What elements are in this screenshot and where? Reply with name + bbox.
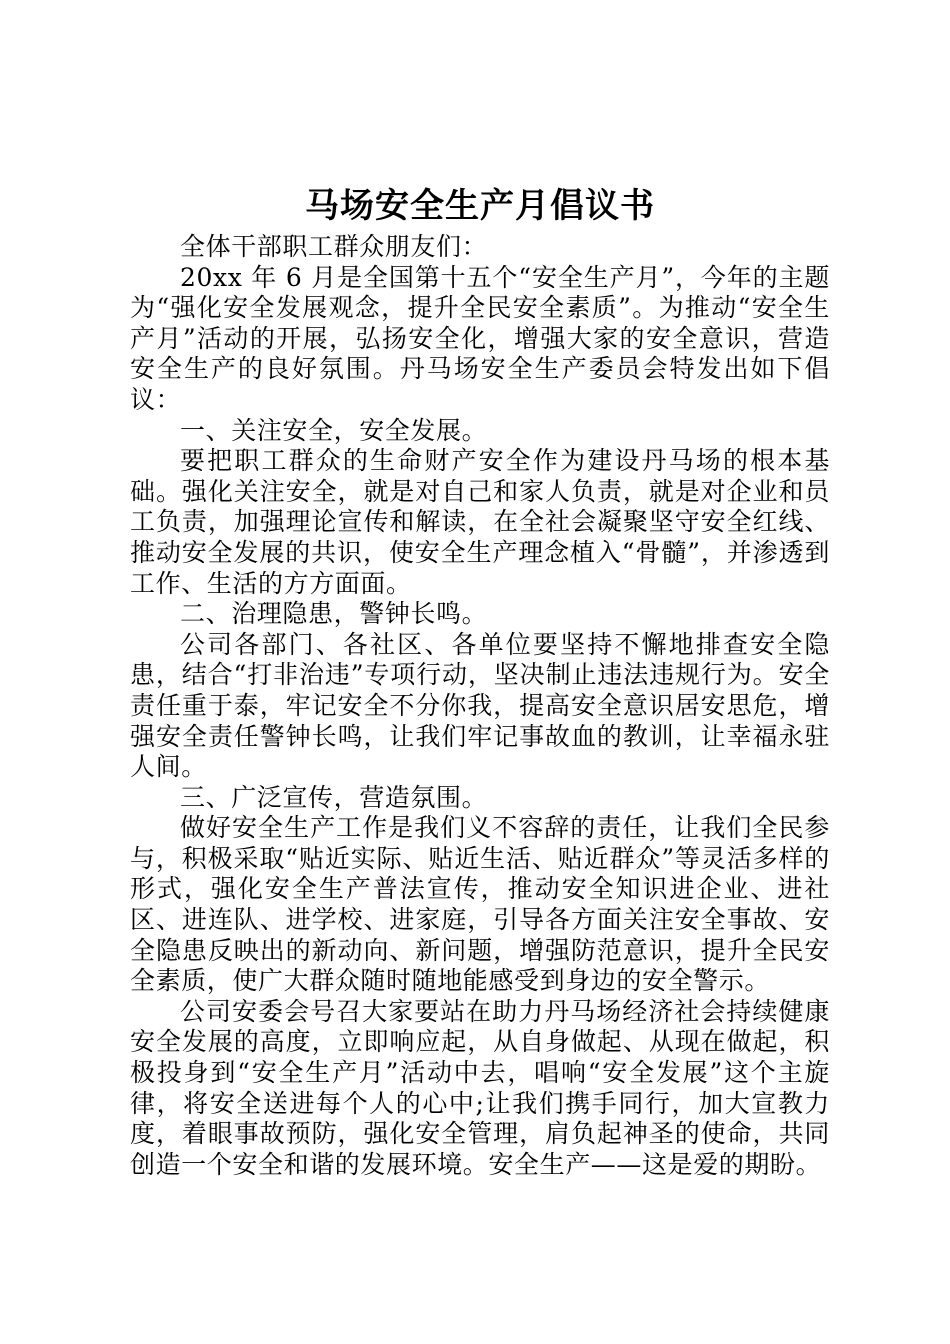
section-heading-2: 二、治理隐患，警钟长鸣。	[180, 599, 488, 629]
salutation: 全体干部职工群众朋友们：	[180, 232, 488, 261]
paragraph-section-2: 公司各部门、各社区、各单位要坚持不懈地排查安全隐患，结合“打非治违”专项行动，坚决制止违法违规行为。安全责任重于泰，牢记安全不分你我，提高安全意识居安思危，增强安全责任警钟长鸣，让我们牢记事故血的教训，让幸福永驻人间。	[130, 629, 830, 782]
paragraph-section-1: 要把职工群众的生命财产安全作为建设丹马场的根本基础。强化关注安全，就是对自己和家人负责，就是对企业和员工负责，加强理论宣传和解读，在全社会凝聚坚守安全红线、推动安全发展的共识，使安全生产理念植入“骨髓”，并渗透到工作、生活的方方面面。	[130, 446, 830, 598]
paragraph-intro: 20xx 年 6 月是全国第十五个“安全生产月”，今年的主题为“强化安全发展观念，提升全民安全素质”。为推动“安全生产月”活动的开展，弘扬安全化，增强大家的安全意识，营造安全生产的良好氛围。丹马场安全生产委员会特发出如下倡议：	[130, 262, 830, 414]
section-heading-1: 一、关注安全，安全发展。	[180, 415, 488, 445]
document-title: 马场安全生产月倡议书	[305, 186, 655, 226]
section-heading-3: 三、广泛宣传，营造氛围。	[180, 782, 488, 812]
paragraph-section-3: 做好安全生产工作是我们义不容辞的责任，让我们全民参与，积极采取“贴近实际、贴近生活、贴近群众”等灵活多样的形式，强化安全生产普法宣传，推动安全知识进企业、进社区、进连队、进学校、进家庭，引导各方面关注安全事故、安全隐患反映出的新动向、新问题，增强防范意识，提升全民安全素质，使广大群众随时随地能感受到身边的安全警示。	[130, 813, 830, 996]
document-body	[130, 232, 830, 1180]
paragraph-closing: 公司安委会号召大家要站在助力丹马场经济社会持续健康安全发展的高度，立即响应起，从自身做起、从现在做起，积极投身到“安全生产月”活动中去，唱响“安全发展”这个主旋律，将安全送进每个人的心中;让我们携手同行，加大宣教力度，着眼事故预防，强化安全管理，肩负起神圣的使命，共同创造一个安全和谐的发展环境。安全生产——这是爱的期盼。	[130, 996, 830, 1179]
document-page	[130, 182, 830, 1180]
